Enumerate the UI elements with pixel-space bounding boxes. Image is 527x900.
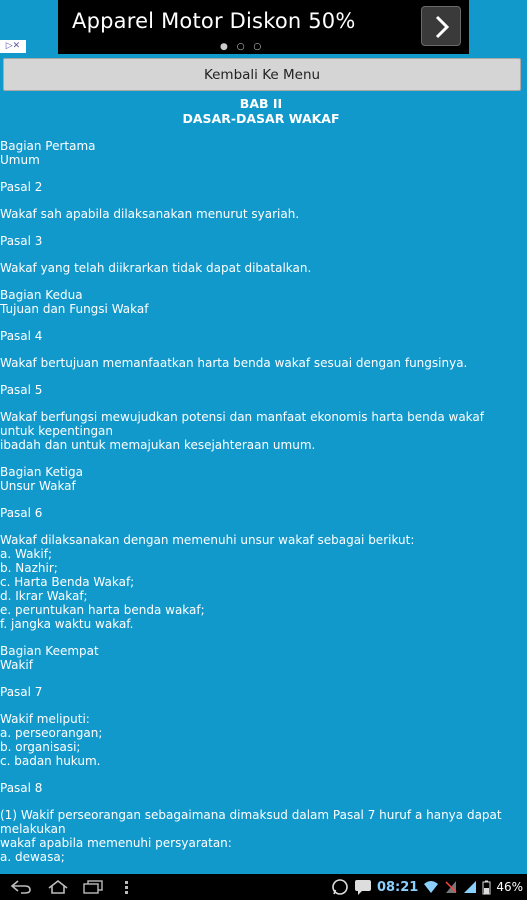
chevron-right-icon — [432, 15, 452, 39]
battery-icon — [482, 880, 491, 895]
document-paragraph: Pasal 2 — [0, 180, 43, 194]
chapter-heading — [0, 96, 522, 126]
document-paragraph: Bagian Keempat Wakif — [0, 644, 99, 672]
clock-time: 08:21 — [376, 879, 419, 895]
back-icon[interactable] — [10, 879, 32, 895]
document-paragraph: (1) Wakif perseorangan sebagaimana dimaksud dalam Pasal 7 huruf a hanya dapat melakukan wakaf apabila memenuhi persyaratan: a. dewasa; — [0, 808, 502, 864]
document-content — [0, 96, 522, 877]
document-paragraph: Wakif meliputi: a. perseorangan; b. organisasi; c. badan hukum. — [0, 712, 103, 768]
menu-icon[interactable] — [120, 879, 134, 895]
document-paragraph: Pasal 5 — [0, 383, 43, 397]
document-paragraph: Wakaf bertujuan memanfaatkan harta benda wakaf sesuai dengan fungsinya. — [0, 356, 468, 370]
document-paragraph: Bagian Pertama Umum — [0, 139, 96, 167]
document-paragraph: Pasal 3 — [0, 234, 43, 248]
document-paragraph: Pasal 8 — [0, 781, 43, 795]
document-paragraph: Pasal 6 — [0, 506, 43, 520]
wifi-icon — [423, 880, 439, 894]
chapter-number: BAB II — [239, 96, 283, 111]
document-paragraph: Bagian Kedua Tujuan dan Fungsi Wakaf — [0, 288, 149, 316]
signal-icon — [463, 880, 477, 894]
ad-page-dots: ● ○ ○ — [220, 42, 265, 52]
whatsapp-icon — [331, 878, 349, 896]
no-sim-icon — [444, 880, 458, 894]
chapter-title: DASAR-DASAR WAKAF — [182, 111, 340, 126]
ad-banner-area — [0, 0, 527, 54]
document-paragraph: Pasal 4 — [0, 329, 43, 343]
document-paragraph: Wakaf berfungsi mewujudkan potensi dan manfaat ekonomis harta benda wakaf untuk kepentingan ibadah dan untuk memajukan kesejahteraan umum. — [0, 410, 484, 452]
system-navigation-bar — [0, 874, 527, 900]
ad-title[interactable]: Apparel Motor Diskon 50% — [72, 9, 356, 33]
document-paragraph: Pasal 7 — [0, 685, 43, 699]
battery-percent: 46% — [496, 880, 523, 894]
status-area — [331, 877, 523, 897]
ad-info-badge[interactable]: ▷✕ — [0, 40, 26, 53]
document-paragraph: Wakaf dilaksanakan dengan memenuhi unsur wakaf sebagai berikut: a. Wakif; b. Nazhir; c. Harta Benda Wakaf; d. Ikrar Wakaf; e. peruntukan harta benda wakaf; f. jangka waktu wakaf. — [0, 533, 415, 631]
back-to-menu-button[interactable]: Kembali Ke Menu — [3, 58, 521, 91]
document-paragraph: Wakaf yang telah diikrarkan tidak dapat dibatalkan. — [0, 261, 312, 275]
paragraph-list — [0, 139, 522, 864]
home-icon[interactable] — [46, 879, 70, 895]
chat-icon — [354, 879, 372, 895]
ad-next-button[interactable] — [421, 6, 461, 46]
ad-banner[interactable] — [58, 0, 469, 54]
document-paragraph: Bagian Ketiga Unsur Wakaf — [0, 465, 83, 493]
document-paragraph: Wakaf sah apabila dilaksanakan menurut syariah. — [0, 207, 300, 221]
recents-icon[interactable] — [82, 879, 104, 895]
